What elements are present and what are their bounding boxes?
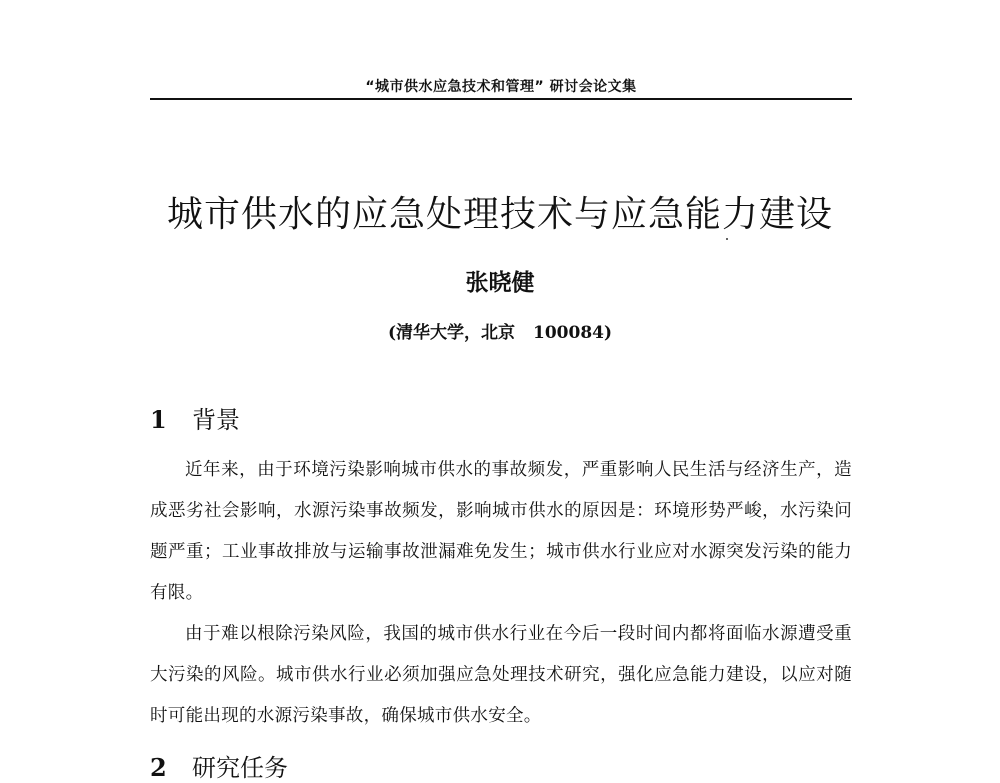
paper-title: 城市供水的应急处理技术与应急能力建设 [166,194,833,235]
author-name: 张晓健 [465,269,535,296]
paragraph: 由于难以根除污染风险，我国的城市供水行业在今后一段时间内都将面临水源遭受重大污染的风险。城市供水行业必须加强应急处理技术研究，强化应急能力建设，以应对随时可能出现的水源污染事故，确保城市供水安全。 [150,624,852,726]
section-number: 1 [150,405,167,434]
header-rule [150,98,852,100]
affiliation-text: (清华大学，北京 [387,323,516,343]
section-title: 研究任务 [192,754,288,782]
affiliation [250,318,750,343]
section-number: 2 [150,753,167,782]
paragraph: 近年来，由于环境污染影响城市供水的事故频发，严重影响人民生活与经济生产，造成恶劣社会影响，水源污染事故频发，影响城市供水的原因是：环境形势严峻，水污染问题严重；工业事故排放与运输事故泄漏难免发生；城市供水行业应对水源突发污染的能力有限。 [150,460,852,603]
section-heading-background [150,400,240,435]
running-header: “城市供水应急技术和管理” 研讨会论文集 [365,79,637,95]
section-heading-research-tasks [150,748,288,783]
affiliation-postcode: 100084) [533,323,613,343]
scan-speck [726,238,728,240]
section-title: 背景 [192,406,240,434]
